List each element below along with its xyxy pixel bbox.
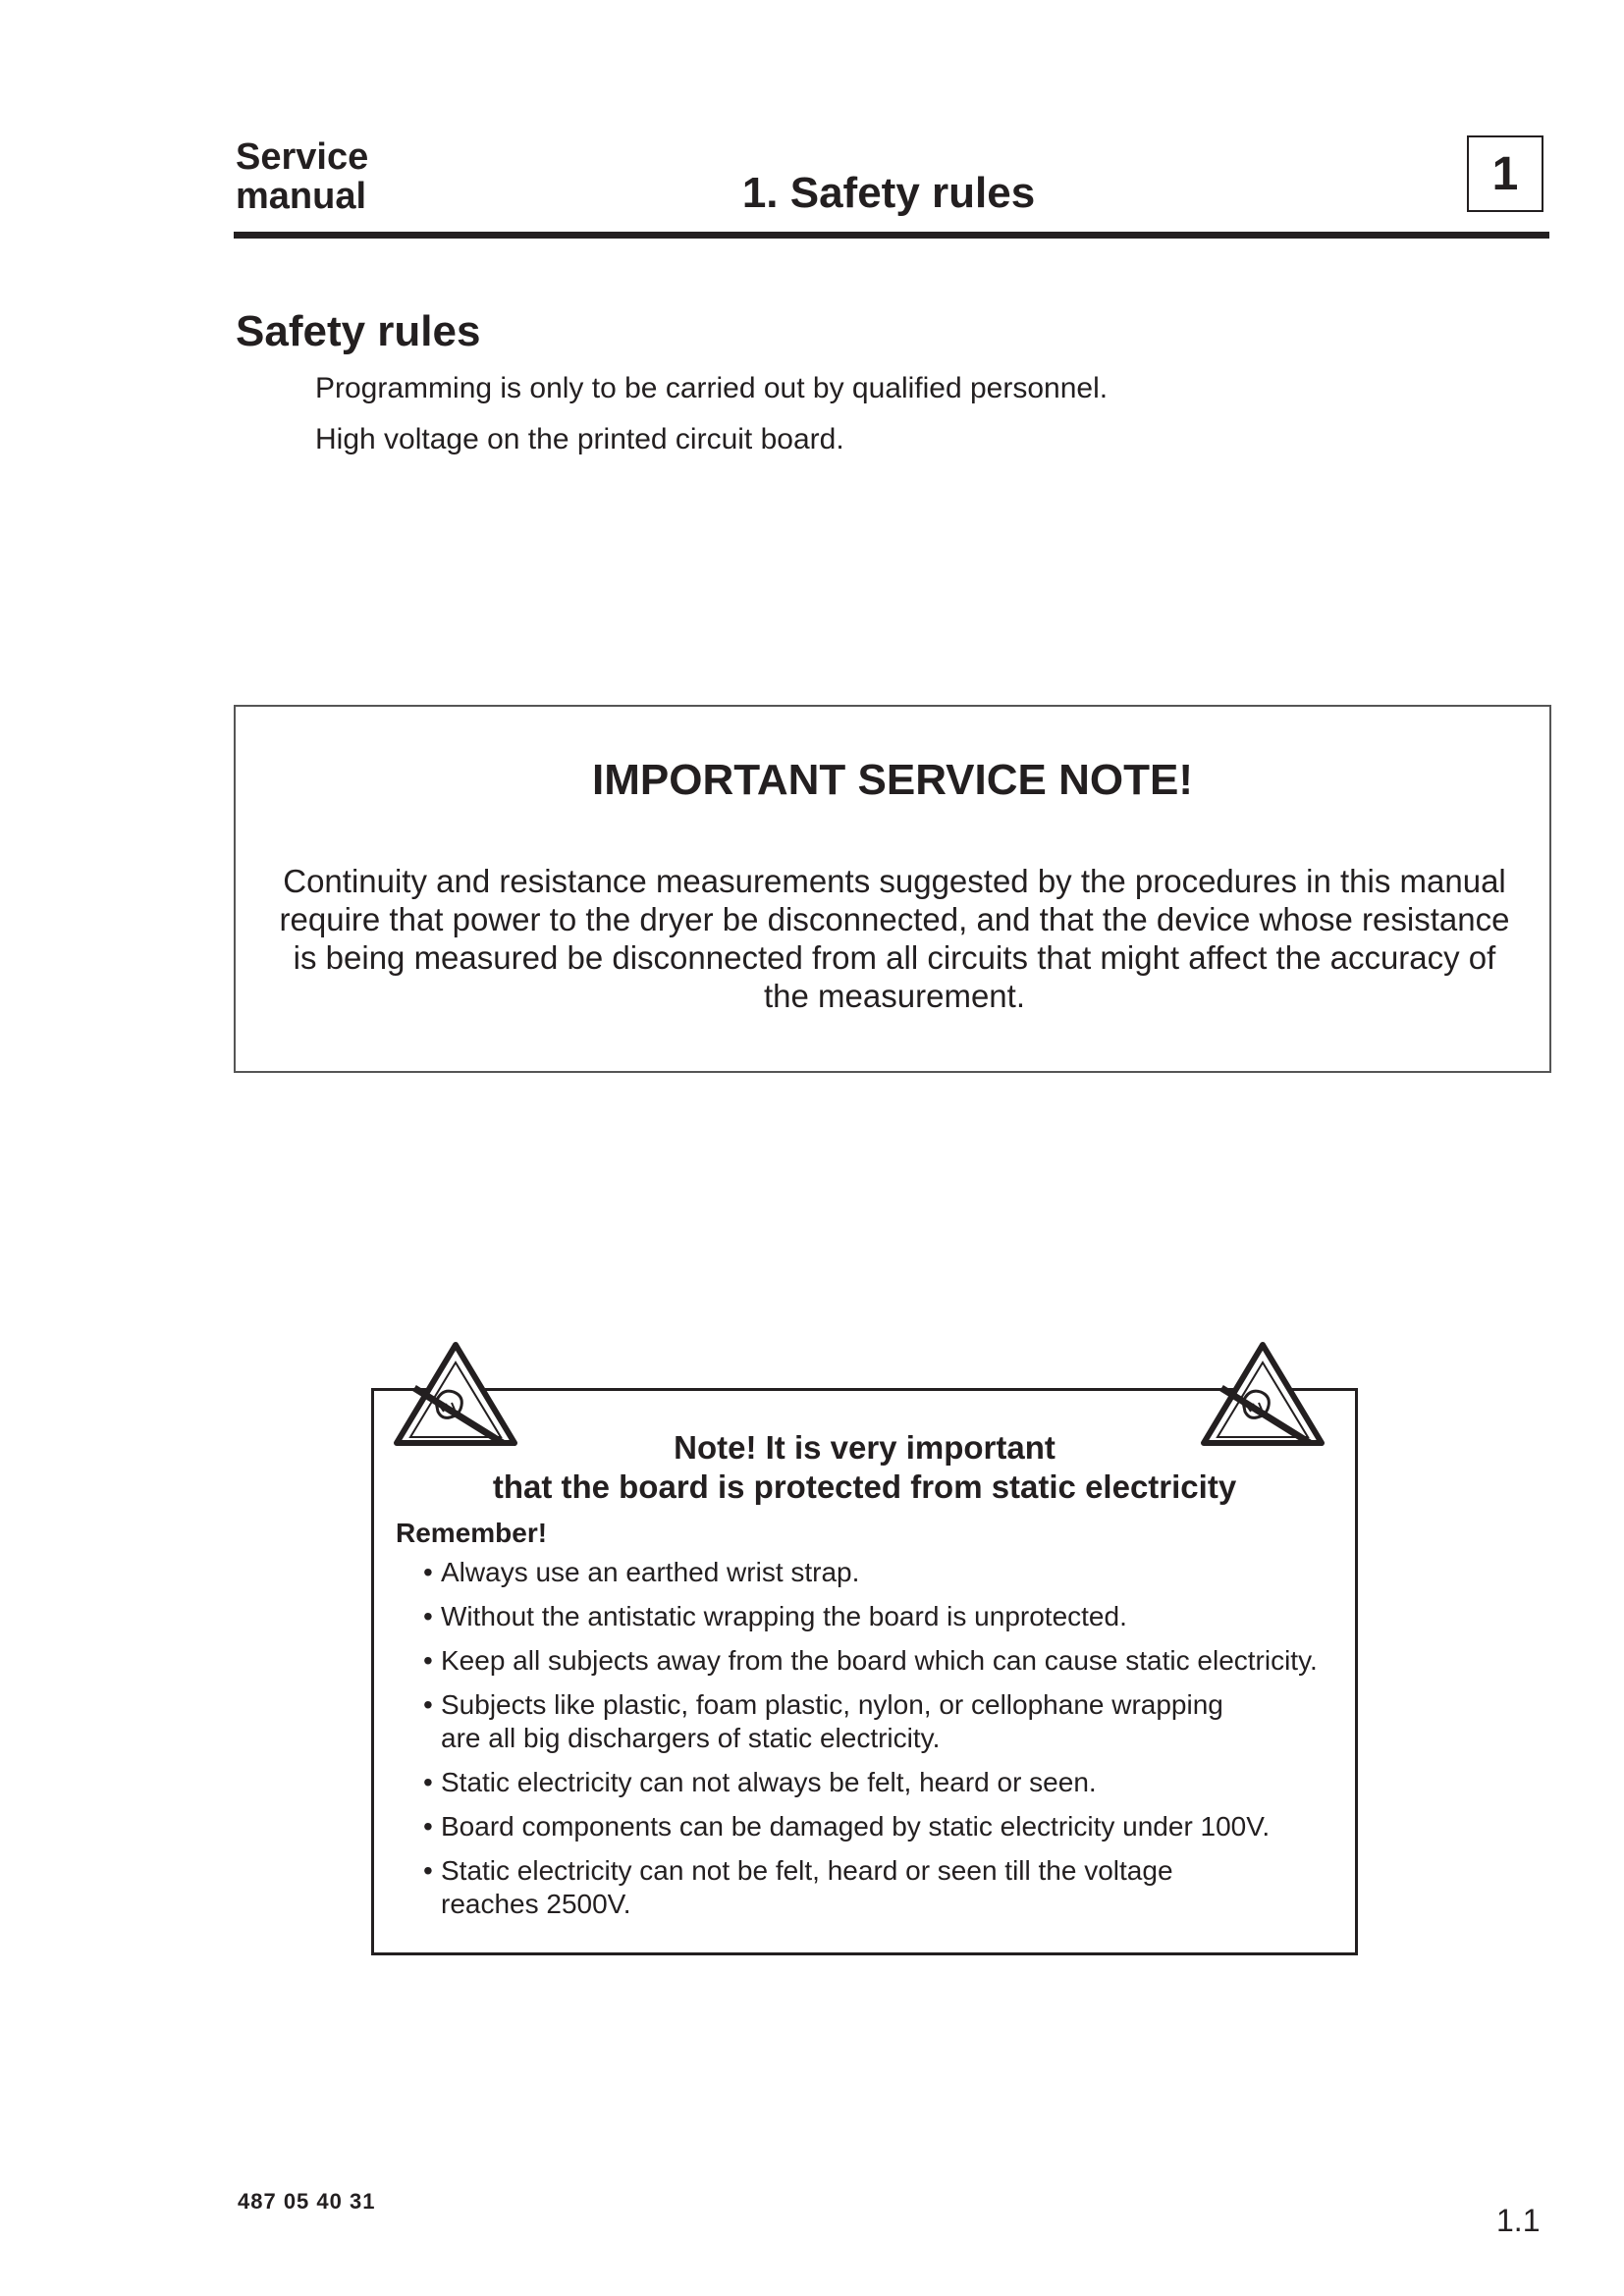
document-type-line2: manual: [236, 176, 367, 217]
remember-label: Remember!: [396, 1518, 548, 1548]
bullet-item: • Without the antistatic wrapping the board is unprotected.: [423, 1600, 1346, 1633]
esd-warning-icon: [1200, 1341, 1326, 1449]
static-note-bullet-list: [423, 1556, 1346, 1932]
service-note-box: [234, 705, 1551, 1073]
bullet-item: • Subjects like plastic, foam plastic, nylon, or cellophane wrapping are all big dischargers of static electricity.: [423, 1688, 1246, 1755]
section-heading: Safety rules: [236, 307, 481, 355]
bullet-item: • Board components can be damaged by static electricity under 100V.: [423, 1810, 1346, 1843]
document-type-line1: Service: [236, 136, 369, 178]
static-note-title-line1: Note! It is very important: [674, 1429, 1056, 1466]
service-note-body: Continuity and resistance measurements suggested by the procedures in this manual require that power to the dryer be disconnected, and that the device whose resistance is being measured be disconnected from all circuits that might affect the accuracy of the measurement.: [279, 863, 1510, 1014]
header-rule: [234, 232, 1549, 239]
section-paragraph: High voltage on the printed circuit board.: [315, 423, 844, 455]
chapter-number-box: [1467, 135, 1543, 212]
bullet-item: • Static electricity can not be felt, heard or seen till the voltage reaches 2500V.: [423, 1854, 1207, 1921]
static-note-box: [371, 1388, 1358, 1955]
part-number: 487 05 40 31: [238, 2189, 376, 2214]
bullet-item: • Always use an earthed wrist strap.: [423, 1556, 1346, 1589]
static-note-title-line2: that the board is protected from static electricity: [492, 1468, 1237, 1505]
service-note-title: IMPORTANT SERVICE NOTE!: [592, 756, 1193, 804]
page-number: 1.1: [1496, 2203, 1541, 2238]
esd-warning-icon: [393, 1341, 518, 1449]
page-title: 1. Safety rules: [741, 169, 1036, 217]
section-paragraph: Programming is only to be carried out by qualified personnel.: [315, 372, 1109, 404]
chapter-number: 1: [1491, 147, 1519, 200]
bullet-item: • Keep all subjects away from the board which can cause static electricity.: [423, 1644, 1346, 1678]
bullet-item: • Static electricity can not always be felt, heard or seen.: [423, 1766, 1346, 1799]
